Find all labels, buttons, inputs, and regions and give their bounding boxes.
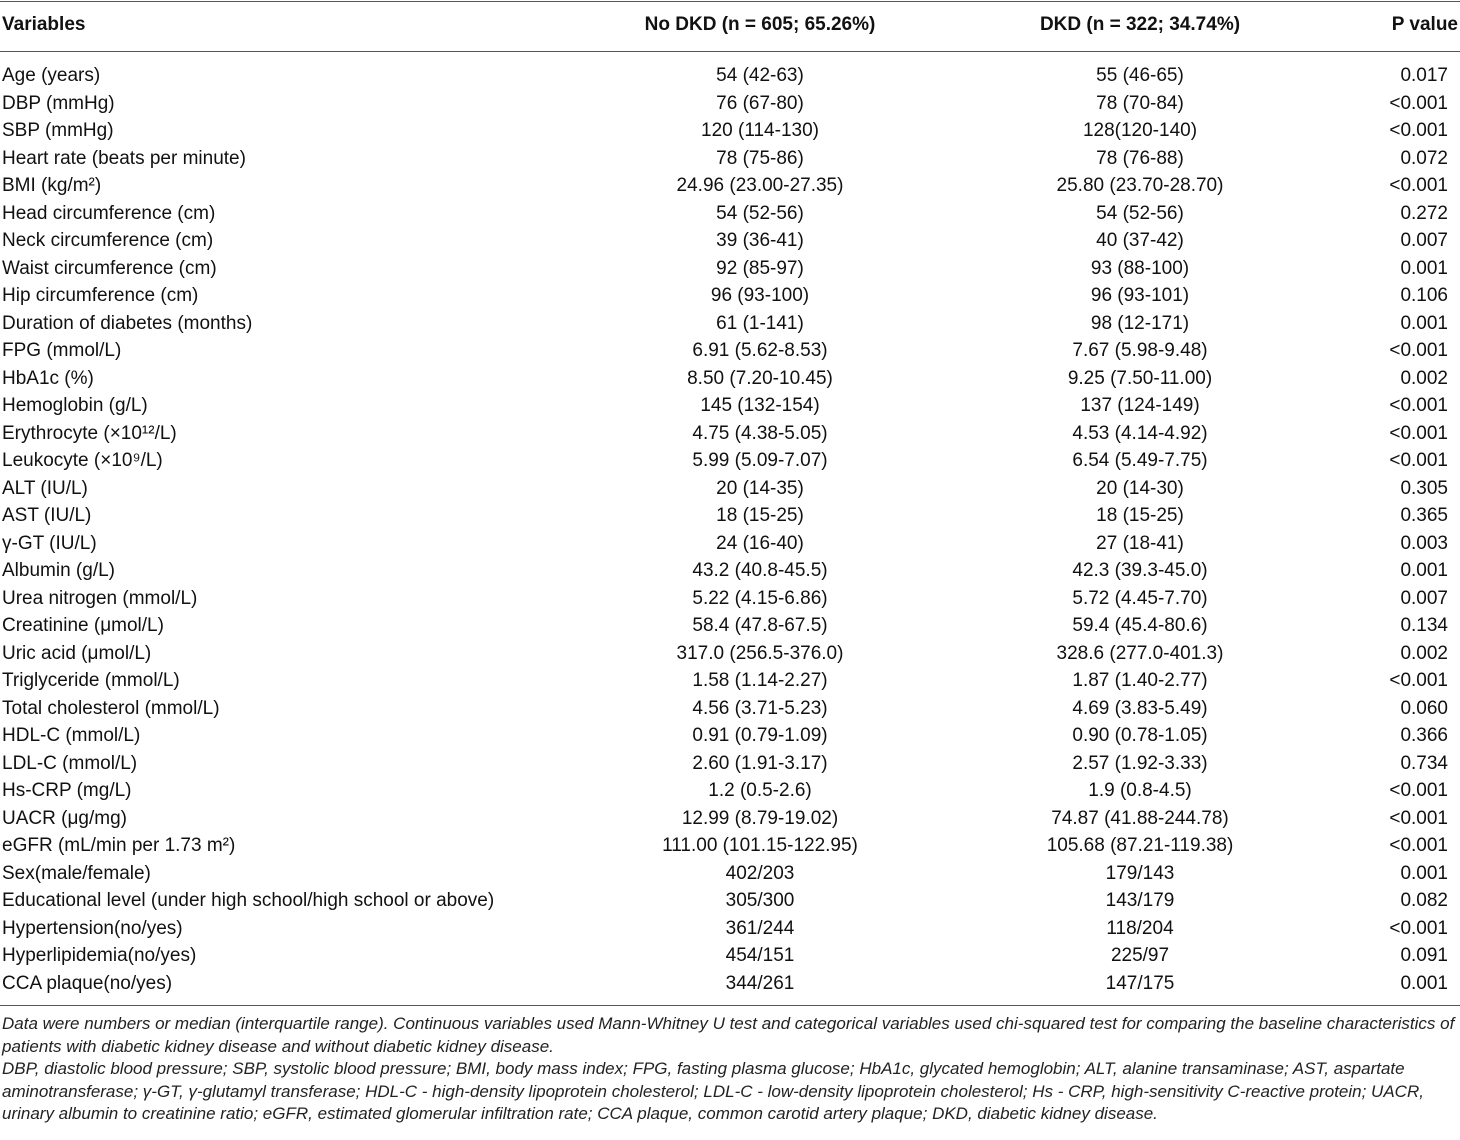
cell-variable: ALT (IU/L) [2, 477, 88, 499]
cell-no-dkd: 5.22 (4.15-6.86) [692, 587, 828, 609]
table-row [0, 62, 1460, 90]
table-row [0, 475, 1460, 503]
cell-variable: Duration of diabetes (months) [2, 312, 253, 334]
header-variables: Variables [2, 14, 86, 35]
cell-dkd: 4.53 (4.14-4.92) [1072, 422, 1208, 444]
header-dkd: DKD (n = 322; 34.74%) [1039, 14, 1241, 35]
cell-p-value: 0.001 [1400, 257, 1448, 279]
cell-variable: Uric acid (μmol/L) [2, 642, 152, 664]
cell-no-dkd: 61 (1-141) [716, 312, 804, 334]
footnote-abbreviations: DBP, diastolic blood pressure; SBP, systolic blood pressure; BMI, body mass index; FPG, fasting plasma glucose; HbA1c, glycated hemoglobin; ALT, alanine transaminase; AST, aspartate aminotransferase; γ-GT, γ-glutamyl transferase; HDL-C - high-density lipoprotein cholesterol; LDL-C - low-density lipoprotein cholesterol; Hs - CRP, high-sensitivity C-reactive protein; UACR, urinary albumin to creatinine ratio; eGFR, estimated glomerular infiltration rate; CCA plaque, common carotid artery plaque; DKD, diabetic kidney disease. [2, 1059, 1424, 1123]
cell-no-dkd: 4.75 (4.38-5.05) [692, 422, 828, 444]
header-rule [0, 51, 1460, 52]
table-row [0, 722, 1460, 750]
cell-dkd: 42.3 (39.3-45.0) [1072, 560, 1208, 581]
cell-dkd: 78 (70-84) [1096, 92, 1184, 114]
cell-variable: SBP (mmHg) [2, 120, 114, 141]
cell-dkd: 147/175 [1105, 972, 1175, 994]
table-row [0, 557, 1460, 585]
cell-p-value: 0.106 [1400, 285, 1448, 306]
table-row [0, 860, 1460, 888]
cell-variable: Sex(male/female) [2, 862, 151, 884]
table-row [0, 667, 1460, 695]
bottom-rule [0, 1005, 1460, 1006]
cell-variable: Erythrocyte (×10¹²/L) [2, 422, 177, 444]
cell-p-value: 0.007 [1400, 230, 1448, 251]
cell-variable: HbA1c (%) [2, 367, 94, 389]
cell-p-value: 0.082 [1400, 890, 1448, 911]
cell-no-dkd: 305/300 [725, 890, 795, 911]
table-row [0, 117, 1460, 145]
cell-variable: Neck circumference (cm) [2, 230, 214, 251]
cell-variable: Heart rate (beats per minute) [2, 147, 246, 169]
cell-variable: Total cholesterol (mmol/L) [2, 697, 220, 719]
cell-dkd: 1.9 (0.8-4.5) [1088, 780, 1192, 801]
cell-no-dkd: 76 (67-80) [716, 92, 804, 114]
table-header [0, 0, 1460, 52]
cell-dkd: 78 (76-88) [1096, 147, 1184, 169]
cell-variable: Leukocyte (×10⁹/L) [2, 450, 163, 471]
table-row [0, 502, 1460, 530]
cell-dkd: 143/179 [1105, 890, 1175, 911]
cell-dkd: 59.4 (45.4-80.6) [1072, 615, 1208, 636]
cell-no-dkd: 78 (75-86) [716, 147, 804, 169]
cell-no-dkd: 54 (42-63) [716, 65, 804, 86]
cell-p-value: 0.091 [1400, 945, 1448, 966]
cell-no-dkd: 12.99 (8.79-19.02) [681, 807, 839, 829]
cell-no-dkd: 317.0 (256.5-376.0) [676, 642, 844, 664]
cell-variable: CCA plaque(no/yes) [2, 972, 173, 994]
cell-p-value: 0.001 [1400, 312, 1448, 334]
table-row [0, 750, 1460, 778]
table-row [0, 227, 1460, 255]
cell-p-value: 0.007 [1400, 587, 1448, 609]
cell-variable: Age (years) [2, 65, 101, 86]
cell-dkd: 9.25 (7.50-11.00) [1067, 367, 1213, 389]
cell-no-dkd: 402/203 [725, 862, 795, 884]
table-row [0, 337, 1460, 365]
table-row [0, 970, 1460, 998]
table-row [0, 255, 1460, 283]
cell-no-dkd: 24 (16-40) [716, 532, 804, 554]
cell-p-value: 0.002 [1400, 642, 1448, 664]
cell-p-value: <0.001 [1389, 450, 1448, 471]
cell-no-dkd: 145 (132-154) [700, 395, 820, 416]
table-row [0, 447, 1460, 475]
cell-dkd: 1.87 (1.40-2.77) [1072, 670, 1208, 691]
cell-variable: Triglyceride (mmol/L) [2, 670, 180, 691]
table-footnotes [2, 1013, 1458, 1126]
table-row [0, 777, 1460, 805]
table-row [0, 832, 1460, 860]
cell-no-dkd: 111.00 (101.15-122.95) [662, 835, 858, 856]
cell-no-dkd: 20 (14-35) [716, 477, 804, 499]
cell-p-value: <0.001 [1389, 120, 1448, 141]
header-no-dkd: No DKD (n = 605; 65.26%) [644, 14, 876, 35]
cell-p-value: <0.001 [1389, 670, 1448, 691]
cell-dkd: 55 (46-65) [1096, 65, 1184, 86]
cell-dkd: 27 (18-41) [1096, 532, 1184, 554]
cell-p-value: <0.001 [1389, 835, 1448, 856]
cell-p-value: 0.001 [1400, 862, 1448, 884]
cell-dkd: 328.6 (277.0-401.3) [1056, 642, 1224, 664]
cell-variable: FPG (mmol/L) [2, 340, 122, 361]
cell-dkd: 179/143 [1105, 862, 1175, 884]
cell-dkd: 96 (93-101) [1090, 285, 1190, 306]
cell-variable: Educational level (under high school/high school or above) [2, 890, 495, 911]
cell-dkd: 7.67 (5.98-9.48) [1072, 340, 1208, 361]
table-row [0, 530, 1460, 558]
table-row [0, 90, 1460, 118]
cell-p-value: 0.003 [1400, 532, 1448, 554]
cell-variable: Creatinine (μmol/L) [2, 615, 164, 636]
cell-variable: Hyperlipidemia(no/yes) [2, 945, 197, 966]
cell-no-dkd: 6.91 (5.62-8.53) [692, 340, 828, 361]
cell-no-dkd: 5.99 (5.09-7.07) [692, 450, 828, 471]
table-row [0, 172, 1460, 200]
cell-no-dkd: 4.56 (3.71-5.23) [692, 697, 828, 719]
table-body [0, 62, 1460, 997]
table-row [0, 887, 1460, 915]
cell-variable: Urea nitrogen (mmol/L) [2, 587, 198, 609]
cell-dkd: 128(120-140) [1082, 120, 1198, 141]
cell-variable: Albumin (g/L) [2, 560, 115, 581]
table-row [0, 915, 1460, 943]
cell-dkd: 20 (14-30) [1096, 477, 1184, 499]
footnote-methods: Data were numbers or median (interquartile range). Continuous variables used Mann-Whitney U test and categorical variables used chi-squared test for comparing the baseline characteristics of patients with diabetic kidney disease and without diabetic kidney disease. [2, 1014, 1455, 1056]
cell-variable: Head circumference (cm) [2, 202, 216, 224]
cell-p-value: 0.366 [1400, 725, 1448, 746]
cell-p-value: <0.001 [1389, 92, 1448, 114]
cell-no-dkd: 24.96 (23.00-27.35) [676, 175, 844, 196]
cell-variable: DBP (mmHg) [2, 92, 115, 114]
table-row [0, 805, 1460, 833]
table-row [0, 695, 1460, 723]
cell-p-value: <0.001 [1389, 340, 1448, 361]
cell-no-dkd: 120 (114-130) [701, 120, 819, 141]
cell-variable: Hs-CRP (mg/L) [2, 780, 132, 801]
table-row [0, 145, 1460, 173]
cell-dkd: 0.90 (0.78-1.05) [1072, 725, 1208, 746]
cell-p-value: 0.134 [1400, 615, 1448, 636]
cell-p-value: 0.365 [1400, 505, 1448, 526]
cell-p-value: 0.734 [1400, 752, 1448, 774]
cell-no-dkd: 8.50 (7.20-10.45) [687, 367, 833, 389]
cell-variable: Hemoglobin (g/L) [2, 395, 148, 416]
table-row [0, 942, 1460, 970]
cell-variable: UACR (μg/mg) [2, 807, 127, 829]
cell-no-dkd: 1.58 (1.14-2.27) [692, 670, 828, 691]
cell-dkd: 25.80 (23.70-28.70) [1056, 175, 1224, 196]
cell-no-dkd: 58.4 (47.8-67.5) [692, 615, 828, 636]
table-row [0, 365, 1460, 393]
cell-dkd: 118/204 [1106, 917, 1174, 939]
table-row [0, 612, 1460, 640]
cell-no-dkd: 454/151 [725, 945, 795, 966]
cell-p-value: 0.305 [1400, 477, 1448, 499]
table-row [0, 310, 1460, 338]
cell-p-value: 0.072 [1400, 147, 1448, 169]
table-row [0, 585, 1460, 613]
cell-p-value: <0.001 [1389, 917, 1448, 939]
cell-dkd: 105.68 (87.21-119.38) [1046, 835, 1234, 856]
cell-dkd: 54 (52-56) [1096, 202, 1184, 224]
cell-dkd: 225/97 [1110, 945, 1170, 966]
header-p-value: P value [1391, 14, 1458, 35]
cell-variable: Hip circumference (cm) [2, 285, 199, 306]
cell-no-dkd: 54 (52-56) [716, 202, 804, 224]
cell-variable: Hypertension(no/yes) [2, 917, 183, 939]
cell-no-dkd: 43.2 (40.8-45.5) [692, 560, 828, 581]
cell-no-dkd: 39 (36-41) [716, 230, 804, 251]
cell-dkd: 74.87 (41.88-244.78) [1051, 807, 1229, 829]
cell-p-value: 0.060 [1400, 697, 1448, 719]
cell-dkd: 5.72 (4.45-7.70) [1072, 587, 1208, 609]
cell-no-dkd: 344/261 [725, 972, 795, 994]
cell-variable: γ-GT (IU/L) [2, 532, 97, 554]
cell-dkd: 18 (15-25) [1096, 505, 1184, 526]
cell-p-value: <0.001 [1389, 422, 1448, 444]
cell-p-value: 0.001 [1400, 972, 1448, 994]
table-row [0, 640, 1460, 668]
cell-no-dkd: 1.2 (0.5-2.6) [708, 780, 812, 801]
cell-dkd: 6.54 (5.49-7.75) [1072, 450, 1208, 471]
table-row [0, 282, 1460, 310]
cell-p-value: 0.002 [1400, 367, 1448, 389]
cell-variable: eGFR (mL/min per 1.73 m²) [2, 835, 236, 856]
cell-dkd: 4.69 (3.83-5.49) [1072, 697, 1208, 719]
cell-variable: HDL-C (mmol/L) [2, 725, 141, 746]
cell-dkd: 98 (12-171) [1090, 312, 1190, 334]
cell-p-value: <0.001 [1389, 175, 1448, 196]
cell-no-dkd: 361/244 [725, 917, 795, 939]
cell-p-value: <0.001 [1389, 807, 1448, 829]
cell-no-dkd: 18 (15-25) [716, 505, 804, 526]
cell-p-value: <0.001 [1389, 780, 1448, 801]
cell-p-value: <0.001 [1389, 395, 1448, 416]
cell-variable: BMI (kg/m²) [2, 175, 102, 196]
cell-no-dkd: 96 (93-100) [710, 285, 810, 306]
table-row [0, 392, 1460, 420]
cell-no-dkd: 0.91 (0.79-1.09) [692, 725, 828, 746]
cell-dkd: 2.57 (1.92-3.33) [1072, 752, 1208, 774]
cell-p-value: 0.017 [1400, 65, 1448, 86]
cell-dkd: 137 (124-149) [1080, 395, 1200, 416]
cell-dkd: 40 (37-42) [1096, 230, 1184, 251]
table-row [0, 420, 1460, 448]
cell-no-dkd: 92 (85-97) [716, 257, 804, 279]
cell-variable: Waist circumference (cm) [2, 257, 217, 279]
cell-variable: AST (IU/L) [2, 505, 92, 526]
cell-p-value: 0.272 [1400, 202, 1448, 224]
cell-dkd: 93 (88-100) [1090, 257, 1190, 279]
cell-p-value: 0.001 [1400, 560, 1448, 581]
cell-variable: LDL-C (mmol/L) [2, 752, 138, 774]
table-row [0, 200, 1460, 228]
cell-no-dkd: 2.60 (1.91-3.17) [692, 752, 828, 774]
